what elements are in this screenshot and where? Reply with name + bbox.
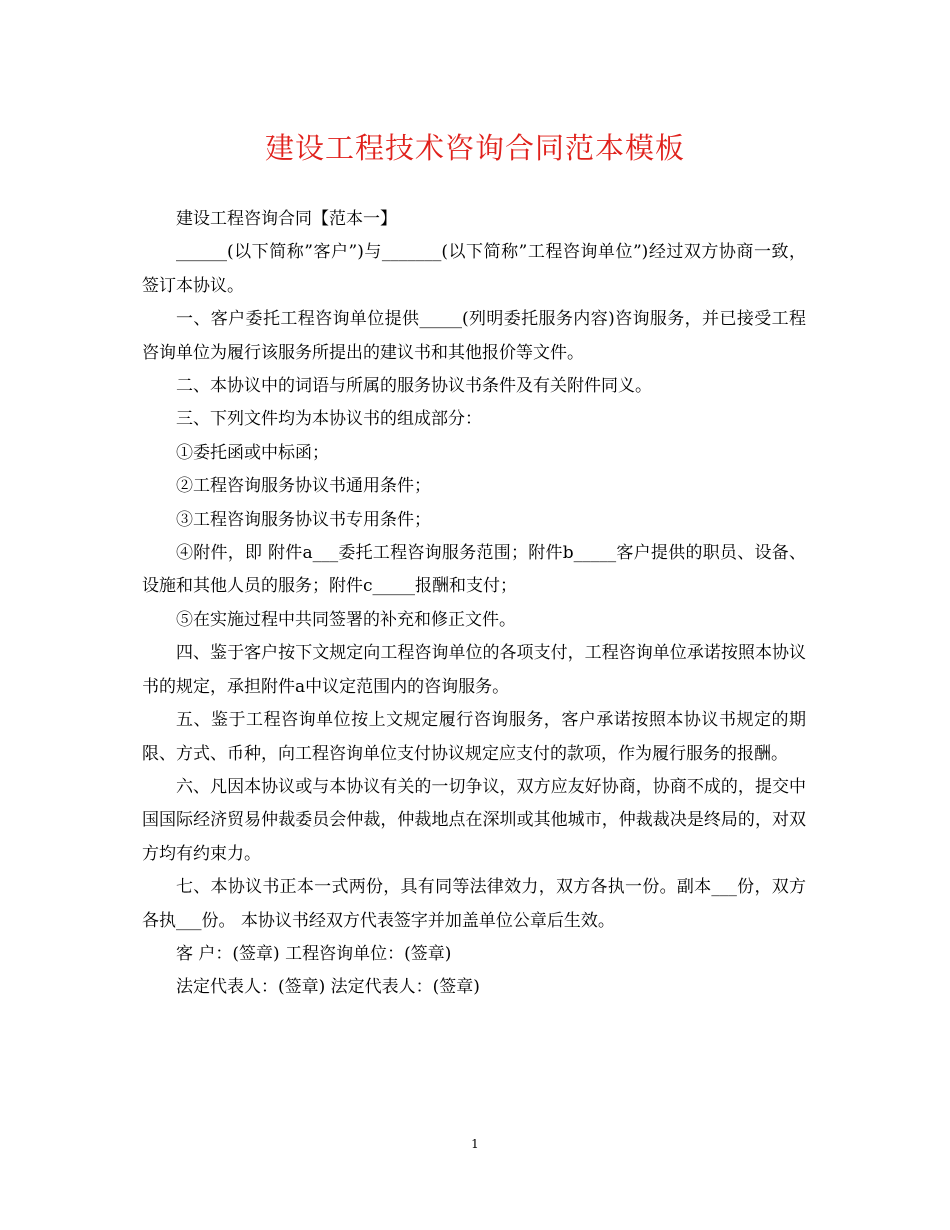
clause-3-item-3: ③工程咨询服务协议书专用条件； xyxy=(176,509,431,530)
document-body xyxy=(142,203,806,1005)
clause-2: 二、本协议中的词语与所属的服务协议书条件及有关附件同义。 xyxy=(176,376,652,397)
signature-legal-rep: 法定代表人：(签章) 法定代表人：(签章) xyxy=(176,977,480,998)
clause-3-item-2: ②工程咨询服务协议书通用条件； xyxy=(176,476,431,497)
clause-7: 七、本协议书正本一式两份，具有同等法律效力，双方各执一份。副本___份，双方各执___份。 本协议书经双方代表签字并加盖单位公章后生效。 xyxy=(142,877,806,931)
clause-6: 六、凡因本协议或与本协议有关的一切争议，双方应友好协商，协商不成的，提交中国国际经济贸易仲裁委员会仲裁，仲裁地点在深圳或其他城市，仲裁裁决是终局的，对双方均有约束力。 xyxy=(142,776,806,864)
clause-4: 四、鉴于客户按下文规定向工程咨询单位的各项支付，工程咨询单位承诺按照本协议书的规定，承担附件a中议定范围内的咨询服务。 xyxy=(142,643,806,697)
document-title: 建设工程技术咨询合同范本模板 xyxy=(264,131,685,165)
clause-5: 五、鉴于工程咨询单位按上文规定履行咨询服务，客户承诺按照本协议书规定的期限、方式、币种，向工程咨询单位支付协议规定应支付的款项，作为履行服务的报酬。 xyxy=(142,710,806,764)
clause-1: 一、客户委托工程咨询单位提供_____(列明委托服务内容)咨询服务，并已接受工程咨询单位为履行该服务所提出的建议书和其他报价等文件。 xyxy=(142,309,806,363)
clause-3-item-5: ⑤在实施过程中共同签署的补充和修正文件。 xyxy=(176,609,516,630)
clause-3-item-1: ①委托函或中标函； xyxy=(176,442,329,463)
parties-paragraph: ______(以下简称”客户”)与_______(以下简称”工程咨询单位”)经过双方协商一致，签订本协议。 xyxy=(142,242,806,296)
clause-3: 三、下列文件均为本协议书的组成部分： xyxy=(176,409,482,430)
clause-3-item-4: ④附件，即 附件a___委托工程咨询服务范围；附件b_____客户提供的职员、设备、 设施和其他人员的服务；附件c_____报酬和支付； xyxy=(142,543,806,597)
signature-client: 客 户：(签章) 工程咨询单位：(签章) xyxy=(176,943,452,964)
contract-heading: 建设工程咨询合同【范本一】 xyxy=(176,209,397,229)
page-number: 1 xyxy=(471,1137,479,1151)
